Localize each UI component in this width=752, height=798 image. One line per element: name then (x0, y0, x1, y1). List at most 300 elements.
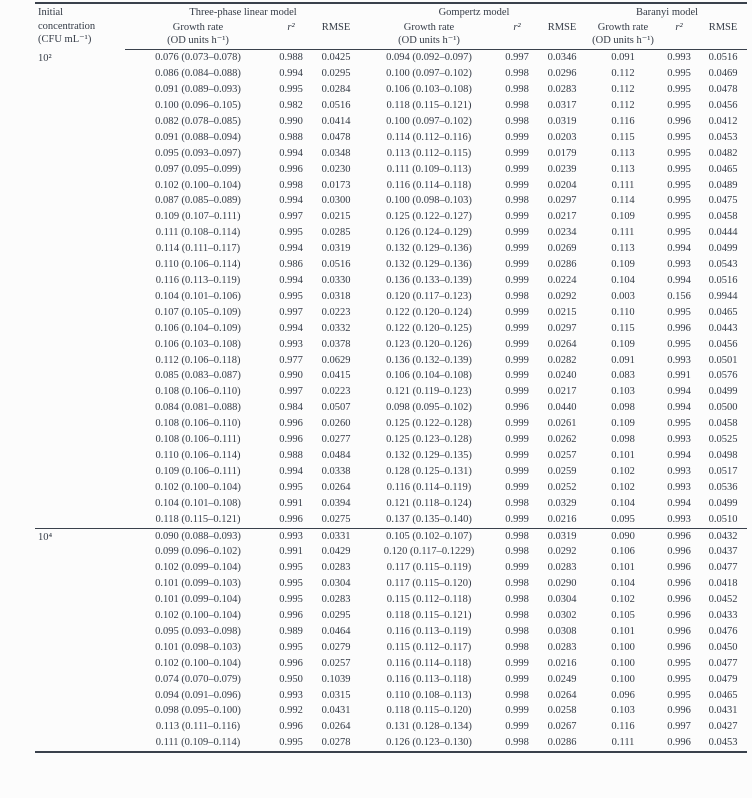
rmse-cell: 0.0216 (547, 513, 577, 525)
growth-rate-cell: 0.106 (0.103–0.108) (386, 84, 472, 96)
growth-rate-cell: 0.109 (611, 259, 635, 271)
growth-rate-cell: 0.090 (587, 528, 659, 544)
r-squared-cell: 0.996 (279, 434, 303, 446)
r-squared-cell: 0.999 (505, 322, 529, 334)
growth-rate-cell: 0.121 (0.119–0.123) (386, 386, 472, 398)
growth-rate-cell: 0.094 (0.092–0.097) (386, 52, 472, 64)
rmse-cell: 0.0465 (708, 689, 738, 701)
rmse-cell: 0.0431 (708, 705, 738, 717)
r-squared-cell: 0.998 (505, 84, 529, 96)
growth-rate-cell: 0.116 (0.114–0.119) (386, 481, 472, 493)
rmse-cell: 0.0217 (547, 386, 577, 398)
growth-rate-cell: 0.103 (611, 705, 635, 717)
growth-rate-cell: 0.125 (0.122–0.128) (386, 418, 472, 430)
rmse-cell: 0.0629 (321, 354, 351, 366)
r-squared-cell: 0.999 (505, 227, 529, 239)
rmse-cell: 0.0415 (321, 370, 351, 382)
r-squared-cell: 0.996 (659, 528, 699, 544)
r-squared-cell: 0.995 (667, 195, 691, 207)
table-row (35, 464, 747, 480)
r-squared-cell: 0.995 (667, 179, 691, 191)
rmse-cell: 0.0215 (547, 306, 577, 318)
r-squared-header-2: r² (497, 20, 537, 50)
growth-rate-cell: 0.106 (0.103–0.108) (155, 338, 241, 350)
growth-rate-cell: 0.100 (0.096–0.105) (155, 100, 241, 112)
table-row (35, 114, 747, 130)
growth-rate-cell: 0.102 (0.100–0.104) (155, 657, 241, 669)
rmse-cell: 0.0257 (547, 449, 577, 461)
growth-rate-cell: 0.115 (611, 322, 635, 334)
growth-rate-cell: 0.096 (611, 689, 635, 701)
rmse-cell: 0.0249 (547, 673, 577, 685)
growth-rate-cell: 0.100 (0.097–0.102) (386, 68, 472, 80)
r-squared-cell: 0.995 (279, 227, 303, 239)
r-squared-cell: 0.995 (279, 737, 303, 749)
table-row (35, 592, 747, 608)
growth-rate-cell: 0.116 (611, 721, 635, 733)
rmse-cell: 0.0216 (547, 657, 577, 669)
r-squared-cell: 0.994 (279, 275, 303, 286)
rmse-cell: 0.0239 (547, 163, 577, 175)
rmse-cell: 0.0464 (321, 625, 351, 637)
r-squared-cell: 0.988 (279, 449, 303, 461)
r-squared-cell: 0.998 (505, 115, 529, 127)
table-row (35, 400, 747, 416)
growth-rate-cell: 0.091 (611, 52, 635, 64)
rmse-cell: 0.0440 (547, 402, 577, 414)
rmse-cell: 0.0517 (708, 465, 738, 477)
rmse-cell: 0.0429 (321, 546, 351, 558)
growth-rate-cell: 0.100 (611, 673, 635, 685)
table-row (35, 624, 747, 640)
r-squared-cell: 0.999 (505, 147, 529, 159)
rmse-cell: 0.0465 (708, 163, 738, 175)
growth-rate-cell: 0.115 (0.112–0.117) (386, 641, 472, 653)
rmse-cell: 0.0215 (321, 211, 351, 223)
growth-rate-cell: 0.101 (611, 625, 635, 637)
growth-rate-cell: 0.098 (611, 402, 635, 414)
r-squared-cell: 0.996 (667, 562, 691, 574)
r-squared-cell: 0.995 (279, 594, 303, 606)
growth-rate-cell: 0.101 (0.099–0.104) (155, 594, 241, 606)
r-squared-cell: 0.950 (279, 673, 303, 685)
growth-rate-cell: 0.113 (611, 243, 635, 255)
r-squared-header-1: r² (271, 20, 311, 50)
rmse-cell: 0.0223 (321, 306, 351, 318)
growth-rate-cell: 0.132 (0.129–0.136) (386, 259, 472, 271)
r-squared-cell: 0.996 (279, 513, 303, 525)
model-group-row (35, 3, 747, 20)
r-squared-cell: 0.999 (505, 562, 529, 574)
rmse-cell: 0.1039 (321, 673, 351, 685)
table-row (35, 321, 747, 337)
r-squared-cell: 0.994 (279, 322, 303, 334)
table-row (35, 146, 747, 162)
sub-header-row (35, 20, 747, 50)
table-row (35, 209, 747, 225)
r-squared-cell: 0.996 (505, 402, 529, 414)
growth-rate-cell: 0.091 (0.088–0.094) (155, 131, 241, 143)
concentration-header-line3: (CFU mL⁻¹) (38, 34, 92, 45)
rmse-cell: 0.0278 (321, 737, 351, 749)
table-row (35, 178, 747, 194)
growth-rate-cell: 0.116 (0.114–0.118) (386, 657, 472, 669)
growth-rate-cell: 0.111 (611, 737, 635, 749)
growth-rate-cell: 0.100 (611, 641, 635, 653)
rmse-cell: 0.0477 (708, 657, 738, 669)
r-squared-cell: 0.994 (279, 68, 303, 80)
r-squared-header-3: r² (659, 20, 699, 50)
r-squared-cell: 0.995 (667, 163, 691, 175)
growth-rate-cell: 0.112 (611, 68, 635, 80)
growth-rate-cell: 0.132 (0.129–0.135) (386, 449, 472, 461)
rmse-cell: 0.0297 (547, 195, 577, 207)
r-squared-cell: 0.999 (505, 449, 529, 461)
rmse-cell: 0.0437 (708, 546, 738, 558)
growth-rate-cell: 0.103 (611, 386, 635, 398)
growth-rate-header-2: Growth rate (OD units h⁻¹) (361, 20, 497, 50)
r-squared-cell: 0.995 (667, 68, 691, 80)
block-10-4 (35, 528, 747, 752)
growth-rate-cell: 0.099 (0.096–0.102) (155, 546, 241, 558)
r-squared-cell: 0.994 (279, 147, 303, 159)
growth-rate-cell: 0.100 (0.098–0.103) (386, 195, 472, 207)
table-row (35, 735, 747, 752)
r-squared-cell: 0.999 (505, 657, 529, 669)
block-10-2 (35, 50, 747, 528)
growth-rate-cell: 0.106 (611, 546, 635, 558)
growth-rate-cell: 0.104 (0.101–0.108) (155, 497, 241, 509)
rmse-cell: 0.0283 (321, 562, 351, 574)
growth-rate-cell: 0.102 (0.100–0.104) (155, 179, 241, 191)
r-squared-cell: 0.995 (279, 578, 303, 590)
rmse-cell: 0.0240 (547, 370, 577, 382)
growth-rate-cell: 0.091 (611, 354, 635, 366)
r-squared-cell: 0.999 (505, 275, 529, 286)
rmse-cell: 0.0283 (547, 641, 577, 653)
growth-rate-cell: 0.102 (0.100–0.104) (155, 481, 241, 493)
r-squared-cell: 0.991 (279, 497, 303, 509)
table-row (35, 608, 747, 624)
r-squared-cell: 0.999 (505, 513, 529, 525)
r-squared-cell: 0.993 (667, 481, 691, 493)
growth-rate-header-3: Growth rate (OD units h⁻¹) (587, 20, 659, 50)
r-squared-cell: 0.998 (505, 195, 529, 207)
table-row (35, 528, 747, 544)
rmse-cell: 0.0260 (321, 418, 351, 430)
rmse-cell: 0.0308 (547, 625, 577, 637)
table-row (35, 257, 747, 273)
rmse-cell: 0.0346 (547, 52, 577, 64)
r-squared-cell: 0.996 (667, 578, 691, 590)
r-squared-cell: 0.995 (667, 338, 691, 350)
rmse-cell: 0.0264 (321, 721, 351, 733)
r-squared-cell: 0.998 (505, 737, 529, 749)
growth-rate-cell: 0.116 (0.113–0.118) (386, 673, 472, 685)
growth-rate-cell: 0.106 (0.104–0.109) (155, 322, 241, 334)
growth-rate-cell: 0.115 (0.112–0.118) (386, 594, 472, 606)
growth-rate-cell: 0.109 (611, 418, 635, 430)
r-squared-cell: 0.999 (505, 338, 529, 350)
growth-rate-cell: 0.108 (0.106–0.110) (155, 418, 241, 430)
rmse-cell: 0.0543 (708, 259, 738, 271)
r-squared-cell: 0.988 (279, 52, 303, 64)
growth-rate-cell: 0.112 (611, 84, 635, 96)
rmse-cell: 0.0264 (547, 338, 577, 350)
growth-rate-cell: 0.090 (0.088–0.093) (125, 528, 271, 544)
r-squared-cell: 0.998 (505, 625, 529, 637)
r-squared-cell: 0.997 (279, 211, 303, 223)
r-squared-cell: 0.991 (279, 546, 303, 558)
rmse-cell: 0.0224 (547, 275, 577, 286)
group-header-three-phase: Three-phase linear model (189, 7, 297, 18)
rmse-cell: 0.0257 (321, 657, 351, 669)
rmse-cell: 0.0295 (321, 610, 351, 622)
growth-rate-cell: 0.116 (0.114–0.118) (386, 179, 472, 191)
table-row (35, 162, 747, 178)
growth-rate-cell: 0.115 (611, 131, 635, 143)
rmse-cell: 0.0452 (708, 594, 738, 606)
growth-rate-cell: 0.121 (0.118–0.124) (386, 497, 472, 509)
r-squared-cell: 0.995 (279, 562, 303, 574)
growth-rate-cell: 0.128 (0.125–0.131) (386, 465, 472, 477)
r-squared-cell: 0.999 (505, 418, 529, 430)
rmse-cell: 0.0484 (321, 449, 351, 461)
growth-rate-cell: 0.116 (0.113–0.119) (155, 275, 241, 286)
growth-rate-cell: 0.108 (0.106–0.111) (155, 434, 241, 446)
rmse-cell: 0.0525 (708, 434, 738, 446)
rmse-cell: 0.0179 (547, 147, 577, 159)
r-squared-cell: 0.994 (279, 195, 303, 207)
r-squared-cell: 0.995 (667, 131, 691, 143)
r-squared-cell: 0.996 (279, 418, 303, 430)
r-squared-cell: 0.997 (505, 52, 529, 64)
r-squared-cell: 0.998 (505, 610, 529, 622)
table-row (35, 719, 747, 735)
rmse-cell: 0.0499 (708, 497, 738, 509)
growth-rate-cell: 0.113 (611, 163, 635, 175)
growth-rate-cell: 0.102 (611, 465, 635, 477)
r-squared-cell: 0.996 (667, 641, 691, 653)
growth-rate-cell: 0.107 (0.105–0.109) (155, 306, 241, 318)
r-squared-cell: 0.991 (667, 370, 691, 382)
growth-rate-cell: 0.117 (0.115–0.119) (386, 562, 472, 574)
table-row (35, 384, 747, 400)
growth-rate-cell: 0.082 (0.078–0.085) (155, 115, 241, 127)
growth-rate-cell: 0.083 (611, 370, 635, 382)
r-squared-cell: 0.996 (667, 546, 691, 558)
growth-rate-cell: 0.123 (0.120–0.126) (386, 338, 472, 350)
table-row (35, 368, 747, 384)
rmse-cell: 0.0516 (321, 259, 351, 271)
r-squared-cell: 0.996 (667, 115, 691, 127)
growth-rate-cell: 0.112 (611, 100, 635, 112)
table-row (35, 496, 747, 512)
r-squared-cell: 0.982 (279, 100, 303, 112)
growth-rate-cell: 0.098 (0.095–0.102) (386, 402, 472, 414)
growth-rate-cell: 0.076 (0.073–0.078) (155, 52, 241, 64)
r-squared-cell: 0.998 (279, 179, 303, 191)
rmse-cell: 0.0217 (547, 211, 577, 223)
rmse-cell: 0.0304 (321, 578, 351, 590)
rmse-cell: 0.0453 (708, 737, 738, 749)
table-row (35, 544, 747, 560)
r-squared-cell: 0.994 (667, 386, 691, 398)
group-header-baranyi: Baranyi model (635, 7, 699, 18)
r-squared-cell: 0.995 (667, 657, 691, 669)
growth-rate-cell: 0.097 (0.095–0.099) (155, 163, 241, 175)
concentration-value: 10² (38, 53, 52, 64)
rmse-cell: 0.0499 (708, 386, 738, 398)
growth-rate-cell: 0.104 (611, 578, 635, 590)
r-squared-cell: 0.993 (667, 52, 691, 64)
rmse-cell: 0.0285 (321, 227, 351, 239)
rmse-cell: 0.0456 (708, 338, 738, 350)
table-row (35, 193, 747, 209)
growth-rate-cell: 0.118 (0.115–0.120) (386, 705, 472, 717)
r-squared-cell: 0.994 (667, 497, 691, 509)
growth-rate-cell: 0.105 (611, 610, 635, 622)
growth-rate-cell: 0.104 (611, 275, 635, 286)
r-squared-cell: 0.997 (279, 306, 303, 318)
rmse-cell: 0.0433 (708, 610, 738, 622)
growth-rate-cell: 0.109 (0.106–0.111) (155, 465, 241, 477)
rmse-cell: 0.0425 (321, 52, 351, 64)
growth-rate-cell: 0.137 (0.135–0.140) (386, 513, 472, 525)
growth-rate-cell: 0.126 (0.124–0.129) (386, 227, 472, 239)
r-squared-cell: 0.995 (667, 227, 691, 239)
r-squared-cell: 0.996 (279, 657, 303, 669)
table-row (35, 130, 747, 146)
rmse-cell: 0.0510 (708, 513, 738, 525)
rmse-cell: 0.0453 (708, 131, 738, 143)
rmse-cell: 0.0418 (708, 578, 738, 590)
growth-rate-cell: 0.109 (0.107–0.111) (155, 211, 241, 223)
r-squared-cell: 0.998 (505, 641, 529, 653)
rmse-cell: 0.0302 (547, 610, 577, 622)
growth-rate-cell: 0.098 (611, 434, 635, 446)
growth-rate-cell: 0.136 (0.132–0.139) (386, 354, 472, 366)
table-row (35, 656, 747, 672)
rmse-cell: 0.0300 (321, 195, 351, 207)
r-squared-cell: 0.993 (667, 434, 691, 446)
rmse-cell: 0.0282 (547, 354, 577, 366)
rmse-cell: 0.0297 (547, 322, 577, 334)
rmse-cell: 0.0267 (547, 721, 577, 733)
growth-rate-cell: 0.085 (0.083–0.087) (155, 370, 241, 382)
rmse-cell: 0.0269 (547, 243, 577, 255)
r-squared-cell: 0.999 (505, 243, 529, 255)
r-squared-cell: 0.993 (667, 513, 691, 525)
rmse-cell: 0.0458 (708, 211, 738, 223)
r-squared-cell: 0.999 (505, 721, 529, 733)
table-row (35, 66, 747, 82)
growth-rate-cell: 0.102 (611, 594, 635, 606)
growth-rate-cell: 0.131 (0.128–0.134) (386, 721, 472, 733)
r-squared-cell: 0.995 (279, 481, 303, 493)
r-squared-cell: 0.996 (279, 610, 303, 622)
r-squared-cell: 0.998 (505, 594, 529, 606)
growth-rate-cell: 0.111 (0.108–0.114) (155, 227, 241, 239)
r-squared-cell: 0.994 (667, 402, 691, 414)
growth-rate-cell: 0.101 (0.099–0.103) (155, 578, 241, 590)
rmse-cell: 0.0432 (699, 528, 747, 544)
growth-rate-cell: 0.126 (0.123–0.130) (386, 737, 472, 749)
concentration-value: 10⁴ (35, 528, 125, 752)
group-header-gompertz: Gompertz model (438, 7, 510, 18)
r-squared-cell: 0.984 (279, 402, 303, 414)
rmse-cell: 0.0536 (708, 481, 738, 493)
growth-rate-cell: 0.109 (611, 211, 635, 223)
growth-rate-cell: 0.116 (0.113–0.119) (386, 625, 472, 637)
growth-rate-cell: 0.104 (611, 497, 635, 509)
rmse-cell: 0.0290 (547, 578, 577, 590)
r-squared-cell: 0.996 (667, 705, 691, 717)
rmse-cell: 0.0378 (321, 338, 351, 350)
growth-rate-cell: 0.111 (0.109–0.114) (155, 737, 241, 749)
rmse-cell: 0.0478 (708, 84, 738, 96)
growth-rate-cell: 0.114 (611, 195, 635, 207)
rmse-cell: 0.0315 (321, 689, 351, 701)
rmse-cell: 0.0456 (708, 100, 738, 112)
table-row (35, 98, 747, 114)
rmse-cell: 0.0286 (547, 737, 577, 749)
rmse-cell: 0.0476 (708, 625, 738, 637)
r-squared-cell: 0.995 (279, 641, 303, 653)
r-squared-cell: 0.999 (505, 306, 529, 318)
r-squared-cell: 0.993 (667, 354, 691, 366)
rmse-cell: 0.0223 (321, 386, 351, 398)
rmse-cell: 0.0431 (321, 705, 351, 717)
r-squared-cell: 0.999 (505, 465, 529, 477)
growth-rate-cell: 0.003 (611, 290, 635, 302)
growth-rate-cell: 0.111 (611, 179, 635, 191)
rmse-cell: 0.0479 (708, 673, 738, 685)
rmse-cell: 0.0427 (708, 721, 738, 733)
growth-rate-cell: 0.104 (0.101–0.106) (155, 290, 241, 302)
rmse-cell: 0.0261 (547, 418, 577, 430)
r-squared-cell: 0.986 (279, 259, 303, 271)
growth-rate-cell: 0.098 (0.095–0.100) (155, 705, 241, 717)
concentration-column-header (35, 3, 125, 50)
rmse-cell: 0.0319 (537, 528, 587, 544)
growth-rate-cell: 0.074 (0.070–0.079) (155, 673, 241, 685)
r-squared-cell: 0.996 (667, 322, 691, 334)
r-squared-cell: 0.995 (667, 84, 691, 96)
rmse-cell: 0.0501 (708, 354, 738, 366)
growth-rate-cell: 0.111 (611, 227, 635, 239)
growth-rate-cell: 0.136 (0.133–0.139) (386, 275, 472, 286)
r-squared-cell: 0.994 (279, 243, 303, 255)
rmse-cell: 0.0414 (321, 115, 351, 127)
r-squared-cell: 0.993 (279, 689, 303, 701)
growth-rate-cell: 0.102 (611, 481, 635, 493)
rmse-header-1: RMSE (311, 20, 361, 50)
r-squared-cell: 0.998 (505, 100, 529, 112)
r-squared-cell: 0.999 (505, 354, 529, 366)
rmse-header-2: RMSE (537, 20, 587, 50)
rmse-cell: 0.0318 (321, 290, 351, 302)
table-header (35, 3, 747, 50)
r-squared-cell: 0.992 (279, 705, 303, 717)
growth-rate-cell: 0.110 (0.106–0.114) (155, 259, 241, 271)
growth-rate-cell: 0.084 (0.081–0.088) (155, 402, 241, 414)
r-squared-cell: 0.994 (279, 465, 303, 477)
rmse-cell: 0.0295 (321, 68, 351, 80)
growth-rate-cell: 0.125 (0.123–0.128) (386, 434, 472, 446)
growth-rate-cell: 0.095 (611, 513, 635, 525)
r-squared-cell: 0.995 (667, 418, 691, 430)
